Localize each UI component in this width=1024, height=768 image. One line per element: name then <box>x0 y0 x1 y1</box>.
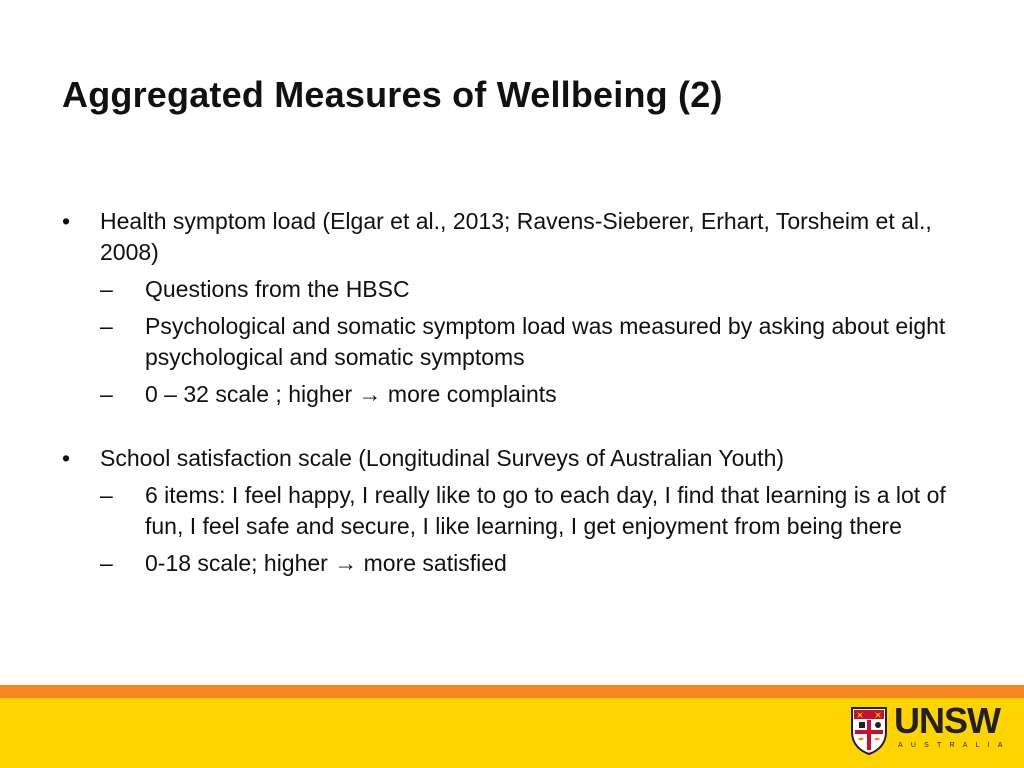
sub-item <box>100 311 982 373</box>
bullet-marker: • <box>62 445 71 471</box>
bullet-health-symptom-load <box>62 206 982 410</box>
logo-subword: AUSTRALIA <box>898 742 1011 749</box>
sub-list <box>100 480 982 579</box>
sub-marker: – <box>100 381 113 407</box>
sub-item <box>100 379 982 410</box>
sub-item-text: Psychological and somatic symptom load was measured by asking about eight psychological and somatic symptoms <box>145 313 946 370</box>
sub-item-text: Questions from the HBSC <box>145 276 410 302</box>
bullet-school-satisfaction <box>62 443 982 579</box>
unsw-logo <box>850 700 1011 762</box>
crest-icon <box>850 706 888 756</box>
sub-item-text: 6 items: I feel happy, I really like to go to each day, I find that learning is a lot of fun, I feel safe and secure, I like learning, I get enjoyment from being there <box>145 482 946 539</box>
sub-marker: – <box>100 550 113 576</box>
logo-wordmark: UNSW <box>894 700 1000 741</box>
sub-marker: – <box>100 276 113 302</box>
slide-title: Aggregated Measures of Wellbeing (2) <box>62 74 723 115</box>
bullet-marker: • <box>62 208 71 234</box>
sub-item <box>100 548 982 579</box>
sub-item-text: 0 – 32 scale ; higher → more complaints <box>145 381 557 407</box>
sub-item <box>100 480 982 542</box>
bullet-text: Health symptom load (Elgar et al., 2013; Ravens-Sieberer, Erhart, Torsheim et al., 2008) <box>100 208 932 265</box>
slide-content <box>62 206 982 585</box>
sub-list <box>100 274 982 410</box>
sub-item <box>100 274 982 305</box>
sub-marker: – <box>100 482 113 508</box>
sub-marker: – <box>100 313 113 339</box>
bullet-text: School satisfaction scale (Longitudinal Surveys of Australian Youth) <box>100 445 785 471</box>
sub-item-text: 0-18 scale; higher → more satisfied <box>145 550 507 576</box>
footer-orange-band <box>0 685 1024 698</box>
